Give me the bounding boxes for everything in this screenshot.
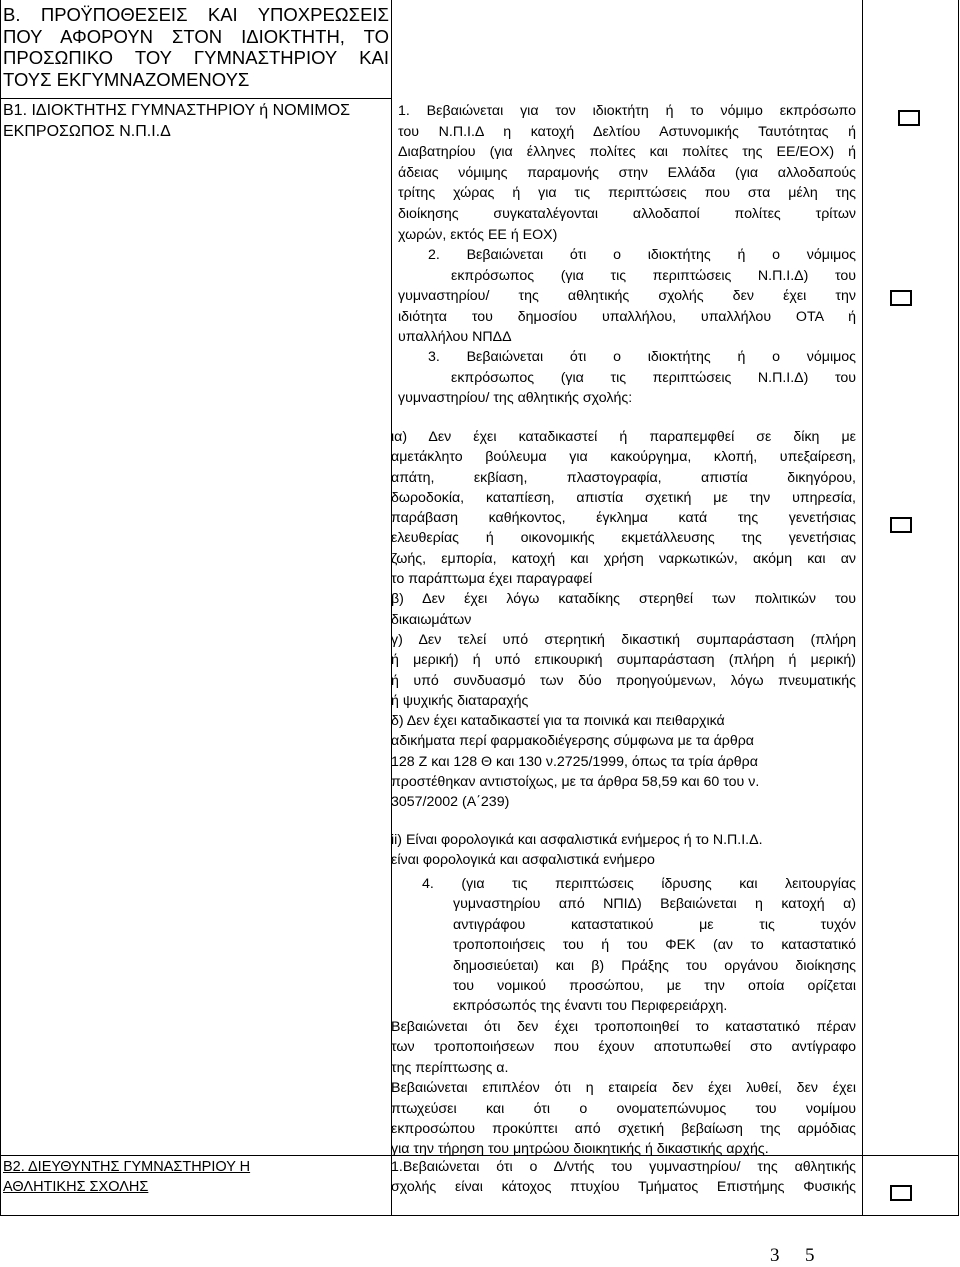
checkbox-b2-item-1[interactable] <box>890 1185 912 1201</box>
b1-heading <box>3 100 393 142</box>
text-line: εκπρόσωπος (για τις περιπτώσεις Ν.Π.Ι.Δ) του <box>451 267 856 284</box>
text-line: αμετάκλητο βούλευμα για κακούργημα, κλοπή, υπεξαίρεση, <box>391 449 856 466</box>
title-line: ΠΡΟΣΩΠΙΚΟ ΤΟΥ ΓΥΜΝΑΣΤΗΡΙΟΥ ΚΑΙ <box>3 47 389 68</box>
text-line: εκπροσώπου προκύπτει από σχετική βεβαίωση της αρμόδιας <box>391 1121 856 1138</box>
text-line: γυμναστηρίου από ΝΠΙΔ) Βεβαιώνεται η κατοχή α) <box>453 896 856 913</box>
text-line: αντιγράφου καταστατικού με τις τυχόν <box>453 916 856 933</box>
heading-line: ΕΚΠΡΟΣΩΠΟΣ Ν.Π.Ι.Δ <box>3 123 171 140</box>
heading-line: Β2. ΔΙΕΥΘΥΝΤΗΣ ΓΥΜΝΑΣΤΗΡΙΟΥ Η <box>3 1159 251 1175</box>
text-line: του νομικού προσώπου, με την οποία ορίζεται <box>453 978 856 995</box>
text-line: Βεβαιώνεται ότι δεν έχει τροποποιηθεί το καταστατικό πέραν <box>391 1019 856 1035</box>
table-border-left <box>0 0 1 1215</box>
text-line: παράβαση καθήκοντος, έγκλημα κατά της γενετήσιας <box>391 510 856 527</box>
page-number-total: 5 <box>805 1245 815 1266</box>
heading-line: Β1. ΙΔΙΟΚΤΗΤΗΣ ΓΥΜΝΑΣΤΗΡΙΟΥ ή ΝΟΜΙΜΟΣ <box>3 102 351 119</box>
text-line: ή μερική) ή υπό επικουρική συμπαράσταση (πλήρη ή μερική) <box>391 652 856 669</box>
b1-notes <box>391 1017 856 1160</box>
b1-item-3 <box>398 347 856 409</box>
text-line: ή υπό συνδυασμό των δύο προηγούμενων, λόγω πνευματικής <box>391 672 856 689</box>
text-line: δωροδοκία, καταπίεση, απιστία σχετική με την υπηρεσία, <box>391 489 856 506</box>
text-line: εκπρόσωπος (για τις περιπτώσεις Ν.Π.Ι.Δ) του <box>451 369 856 386</box>
text-line: Διαβατηρίου (για έλληνες πολίτες και πολίτες της ΕΕ/ΕΟΧ) ή <box>398 144 856 161</box>
text-line: χωρών, εκτός ΕΕ ή ΕΟΧ) <box>398 226 558 243</box>
table-border-bottom <box>0 1215 959 1216</box>
text-line: εκπρόσωπός της έναντι του Περιφερειάρχη. <box>453 998 728 1015</box>
text-line: διοίκησης συγκαταλέγονται αλλοδαποί πολίτες τρίτων <box>398 205 856 222</box>
text-line: 3057/2002 (Α΄239) <box>391 794 510 811</box>
b2-item-1 <box>391 1157 856 1197</box>
text-line: 128 Ζ και 128 Θ και 130 ν.2725/1999, όπως τα τρία άρθρα <box>391 753 758 770</box>
table-border-right <box>958 0 959 1215</box>
checkbox-b1-item-2[interactable] <box>890 290 912 306</box>
text-line: δικαιωμάτων <box>391 611 472 628</box>
b1-subclauses <box>391 427 856 813</box>
section-b-title <box>3 4 389 90</box>
text-line: δημοσιεύεται) και β) Πράξης του οργάνου διοίκησης <box>453 957 856 974</box>
text-line: Βεβαιώνεται επιπλέον ότι η εταιρεία δεν έχει λυθεί, δεν έχει <box>391 1080 856 1097</box>
text-line: β) Δεν έχει λόγω καταδίκης στερηθεί των πολιτικών του <box>391 591 856 608</box>
text-line: σχολής είναι κάτοχος πτυχίου Τμήματος Επιστήμης Φυσικής <box>391 1179 856 1195</box>
text-line: αδικήματα περί φαρμακοδιέγερσης σύμφωνα με τα άρθρα <box>391 733 755 750</box>
text-line: για την τήρηση του μητρώου διοικητικής ή δικαστικής αρχής. <box>391 1141 769 1158</box>
row-divider-b1 <box>0 98 392 99</box>
text-line: γυμναστηρίου/ της αθλητικής σχολής δεν έχει την <box>398 288 856 305</box>
b1-item-1 <box>398 101 856 245</box>
text-line: 1. Βεβαιώνεται για τον ιδιοκτήτη ή το νόμιμο εκπρόσωπο <box>398 103 856 119</box>
text-line: πτωχεύσει και ότι ο ονοματεπώνυμος του νομίμου <box>391 1100 856 1117</box>
text-line: το παράπτωμα έχει παραγραφεί <box>391 571 593 588</box>
text-line: 4. (για τις περιπτώσεις ίδρυσης και λειτουργίας <box>422 876 856 892</box>
text-line: ια) Δεν έχει καταδικαστεί ή παραπεμφθεί σε δίκη με <box>391 429 856 445</box>
text-line: δ) Δεν έχει καταδικαστεί για τα ποινικά και πειθαρχικά <box>391 713 725 730</box>
page-number-current: 3 <box>770 1245 780 1266</box>
text-line: των τροποποιήσεων που έχουν αποτυπωθεί στο αντίγραφο <box>391 1039 856 1056</box>
text-line: ή ψυχικής διαταραχής <box>391 692 529 709</box>
text-line: τροποποιήσεις του ή του ΦΕΚ (αν το καταστατικό <box>453 937 856 954</box>
checkbox-b1-item-3[interactable] <box>890 517 912 533</box>
text-line: είναι φορολογικά και ασφαλιστικά ενήμερο <box>391 852 655 868</box>
text-line: 2. Βεβαιώνεται ότι ο ιδιοκτήτης ή ο νόμιμος <box>428 247 856 263</box>
text-line: υπαλλήλου ΝΠΔΔ <box>398 329 512 346</box>
text-line: της περίπτωσης α. <box>391 1059 509 1076</box>
title-line: ΤΟΥΣ ΕΚΓΥΜΝΑΖΟΜΕΝΟΥΣ <box>3 68 250 90</box>
text-line: γυμναστηρίου/ της αθλητικής σχολής: <box>398 390 633 407</box>
b2-heading <box>3 1157 388 1197</box>
text-line: ζωής, εμπορία, κατοχή και χρήση ναρκωτικών, ακόμη και αν <box>391 550 856 567</box>
checkbox-b1-item-1[interactable] <box>898 110 920 126</box>
title-line: ΠΟΥ ΑΦΟΡΟΥΝ ΣΤΟΝ ΙΔΙΟΚΤΗΤΗ, ΤΟ <box>3 25 389 47</box>
column-divider-2 <box>862 0 863 1215</box>
text-line: 1.Βεβαιώνεται ότι ο Δ/ντής του γυμναστηρίου/ της αθλητικής <box>391 1159 856 1175</box>
text-line: προστέθηκαν αντιστοίχως, με τα άρθρα 58,59 και 60 του ν. <box>391 774 760 791</box>
text-line: ii) Είναι φορολογικά και ασφαλιστικά ενήμερος ή το Ν.Π.Ι.Δ. <box>391 832 763 848</box>
text-line: 3. Βεβαιώνεται ότι ο ιδιοκτήτης ή ο νόμιμος <box>428 349 856 365</box>
heading-line: ΑΘΛΗΤΙΚΗΣ ΣΧΟΛΗΣ <box>3 1179 149 1195</box>
text-line: γ) Δεν τελεί υπό στερητική δικαστική συμπαράσταση (πλήρη <box>391 631 856 648</box>
text-line: ιδιότητα του δημοσίου υπαλλήλου, υπαλλήλου ΟΤΑ ή <box>398 308 856 325</box>
b1-item-4 <box>422 874 856 1017</box>
b1-item-2 <box>398 245 856 348</box>
text-line: του Ν.Π.Ι.Δ η κατοχή Δελτίου Αστυνομικής Ταυτότητας ή <box>398 123 856 140</box>
text-line: άδειας νόμιμης παραμονής στην Ελλάδα (για αλλοδαπούς <box>398 164 856 181</box>
text-line: τρίτης χώρας ή για τις περιπτώσεις που στα μέλη της <box>398 185 856 202</box>
title-line: Β. ΠΡΟΫΠΟΘΕΣΕΙΣ ΚΑΙ ΥΠΟΧΡΕΩΣΕΙΣ <box>3 4 389 25</box>
text-line: ελευθερίας ή οικονομικής εκμετάλλευσης της γενετήσιας <box>391 530 856 547</box>
b1-sub-ii <box>391 830 856 870</box>
text-line: απάτη, εκβίαση, πλαστογραφία, απιστία δικηγόρου, <box>391 469 856 486</box>
